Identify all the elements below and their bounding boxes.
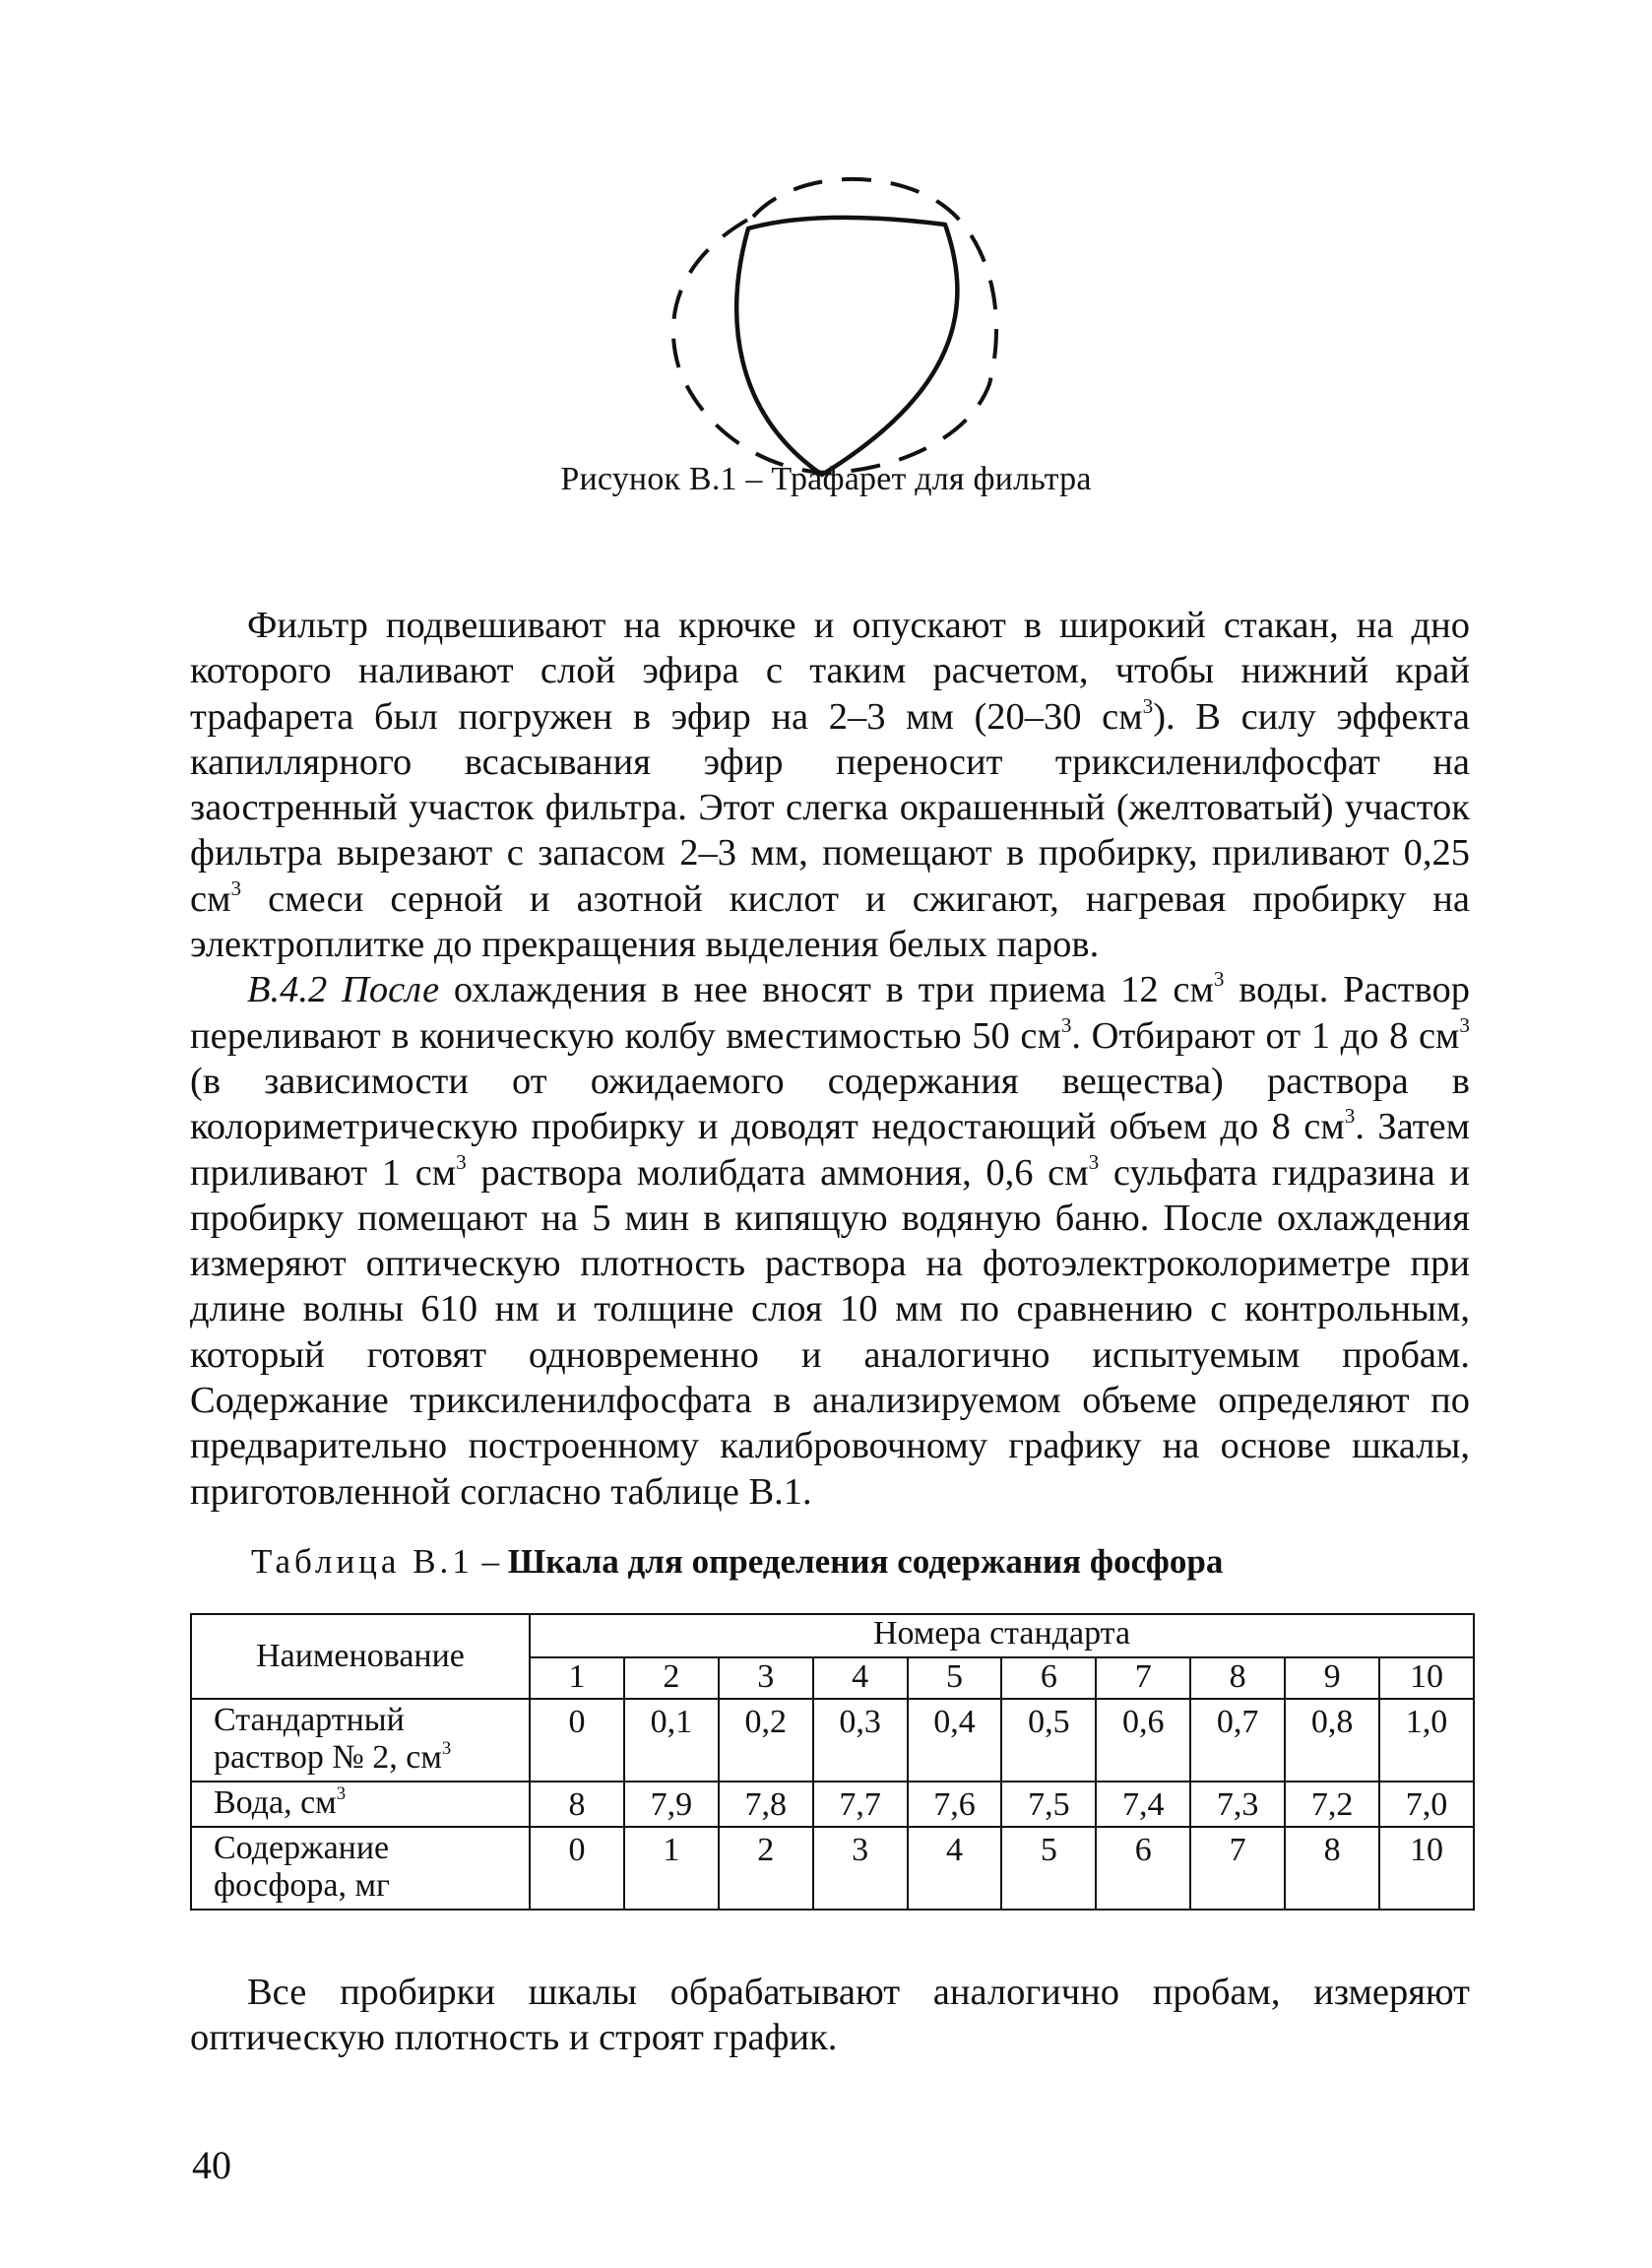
table-title: Шкала для определения содержания фосфора <box>507 1542 1224 1581</box>
table-cell: 10 <box>1379 1827 1474 1910</box>
table-row-phosphorus-content <box>191 1827 1474 1910</box>
standard-number: 4 <box>813 1657 908 1699</box>
page-number: 40 <box>192 2143 231 2187</box>
standard-number: 10 <box>1379 1657 1474 1699</box>
standard-number: 1 <box>530 1657 624 1699</box>
table-cell: 0,4 <box>908 1699 1002 1782</box>
table-caption: Таблица В.1 – Шкала для определения содержания фосфора <box>251 1542 1224 1581</box>
table-cell: 8 <box>530 1782 624 1827</box>
table-cell: 1 <box>624 1827 719 1910</box>
table-cell: 7,3 <box>1190 1782 1285 1827</box>
table-cell: 7,7 <box>813 1782 908 1827</box>
header-name: Наименование <box>191 1614 530 1699</box>
phosphorus-scale-table <box>190 1613 1475 1911</box>
table-row-standard-solution <box>191 1699 1474 1782</box>
table-row-water <box>191 1782 1474 1827</box>
standard-number: 7 <box>1096 1657 1190 1699</box>
standard-number: 6 <box>1001 1657 1096 1699</box>
table-cell: 7,6 <box>908 1782 1002 1827</box>
standard-number: 8 <box>1190 1657 1285 1699</box>
closing-paragraph-text: Все пробирки шкалы обрабатывают аналогично пробам, измеряют оптическую плотность и строят график. <box>190 1972 1470 2059</box>
standard-number: 9 <box>1285 1657 1379 1699</box>
table-cell: 8 <box>1285 1827 1379 1910</box>
standard-number: 2 <box>624 1657 719 1699</box>
table-cell: 0,1 <box>624 1699 719 1782</box>
table-cell: 7,8 <box>719 1782 813 1827</box>
table-cell: 1,0 <box>1379 1699 1474 1782</box>
table-cell: 3 <box>813 1827 908 1910</box>
table-cell: 7,5 <box>1001 1782 1096 1827</box>
table-cell: 6 <box>1096 1827 1190 1910</box>
table-cell: 7,0 <box>1379 1782 1474 1827</box>
table-cell: 0 <box>530 1827 624 1910</box>
stencil-dashed-outline <box>673 179 996 473</box>
section-ref: В.4.2 После <box>247 969 440 1011</box>
table-cell: 0 <box>530 1699 624 1782</box>
filter-stencil-figure <box>650 158 1024 492</box>
header-standard-numbers: Номера стандарта <box>530 1614 1474 1657</box>
paragraph-filter: Фильтр подвешивают на крючке и опускают в широкий стакан, на дно которого наливают слой эфира с таким расчетом, чтобы нижний край трафарета был погружен в эфир на 2–3 мм (20–30 $см^3$). В силу эффекта капиллярного всасывания эфир переносит триксиленилфосфат на заостренный участок фильтра. Этот слегка окрашенный (желтоватый) участок фильтра вырезают с запасом 2–3 мм, помещают в пробирку, приливают 0,25 $см^3$ смеси серной и азотной кислот и сжигают, нагревая пробирку на электроплитке до прекращения выделения белых паров. <box>190 605 1470 966</box>
table-cell: 7 <box>1190 1827 1285 1910</box>
table-cell: 0,8 <box>1285 1699 1379 1782</box>
figure-caption: Рисунок В.1 – Трафарет для фильтра <box>560 461 1092 497</box>
table-cell: 0,2 <box>719 1699 813 1782</box>
table-cell: 0,6 <box>1096 1699 1190 1782</box>
row-label: Стандартный раствор № 2, $см^3$ <box>191 1699 530 1782</box>
table-cell: 7,9 <box>624 1782 719 1827</box>
body-text <box>190 603 1470 1515</box>
table-cell: 0,5 <box>1001 1699 1096 1782</box>
stencil-solid-outline <box>736 218 957 475</box>
table-cell: 5 <box>1001 1827 1096 1910</box>
row-label: Вода, $см^3$ <box>191 1782 530 1827</box>
row-label: Содержание фосфора, мг <box>191 1827 530 1910</box>
table-cell: 7,2 <box>1285 1782 1379 1827</box>
table-label: Таблица В.1 <box>251 1542 474 1581</box>
table-cell: 7,4 <box>1096 1782 1190 1827</box>
table-cell: 0,3 <box>813 1699 908 1782</box>
standard-number: 5 <box>908 1657 1002 1699</box>
standard-number: 3 <box>719 1657 813 1699</box>
table-cell: 4 <box>908 1827 1002 1910</box>
table-cell: 2 <box>719 1827 813 1910</box>
paragraph-b42: В.4.2 После охлаждения в нее вносят в три приема 12 $см^3$ воды. Раствор переливают в коническую колбу вместимостью 50 $см^3$. Отбирают от 1 до 8 $см^3$ (в зависимости от ожидаемого содержания вещества) раствора в колориметрическую пробирку и доводят недостающий объем до 8 $см^3$. Затем приливают 1 $см^3$ раствора молибдата аммония, 0,6 $см^3$ сульфата гидразина и пробирку помещают на 5 мин в кипящую водяную баню. После охлаждения измеряют оптическую плотность раствора на фотоэлектроколориметре при длине волны 610 нм и толщине слоя 10 мм по сравнению с контрольным, который готовят одновременно и аналогично испытуемым пробам. Содержание триксиленилфосфата в анализируемом объеме определяют по предварительно построенному калибровочному графику на основе шкалы, приготовленной согласно таблице В.1. <box>190 967 1471 1513</box>
table-cell: 0,7 <box>1190 1699 1285 1782</box>
closing-paragraph <box>190 1970 1470 2061</box>
